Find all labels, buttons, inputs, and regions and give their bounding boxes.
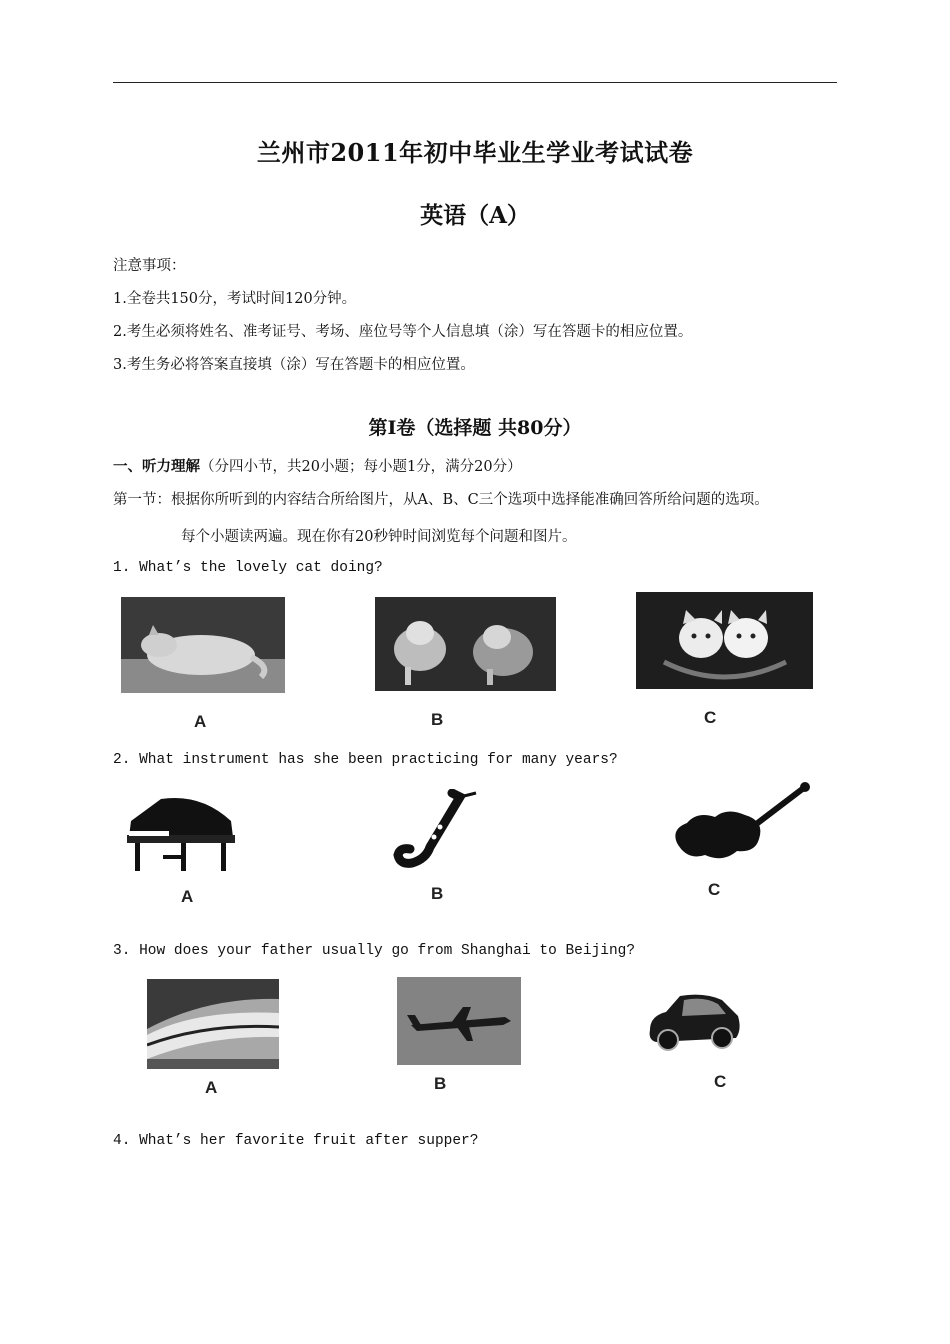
question-2-text: 2. What instrument has she been practicing for many years? <box>113 752 618 768</box>
question-3-text: 3. How does your father usually go from Shanghai to Beijing? <box>113 943 636 959</box>
car-icon <box>644 986 744 1054</box>
instruction-line: 每个小题读两遍。现在你有20秒钟时间浏览每个问题和图片。 <box>181 529 577 545</box>
note-item: 3.考生务必将答案直接填（涂）写在答题卡的相应位置。 <box>113 357 475 373</box>
exam-title: 兰州市2011年初中毕业生学业考试试卷 <box>256 138 694 167</box>
exam-subtitle: 英语（A） <box>420 202 530 229</box>
option-label: A <box>194 712 207 731</box>
two-cats-photo <box>636 592 813 689</box>
part-title: 第Ⅰ卷（选择题 共80分） <box>368 417 582 439</box>
notes-heading: 注意事项： <box>113 258 186 274</box>
violin-icon <box>667 781 812 865</box>
option-label: A <box>205 1078 218 1097</box>
note-item: 1.全卷共150分，考试时间120分钟。 <box>113 291 357 307</box>
question-1-text: 1. What’s the lovely cat doing? <box>113 560 383 576</box>
option-label: B <box>431 884 444 903</box>
sleeping-cat-photo <box>121 597 285 693</box>
section-note: （分四小节，共20小题；每小题1分，满分20分） <box>200 459 522 475</box>
option-label: C <box>714 1072 727 1091</box>
option-label: B <box>431 710 444 729</box>
top-rule <box>113 82 837 83</box>
option-label: C <box>708 880 721 899</box>
piano-icon <box>121 791 241 875</box>
dogs-photo <box>375 597 556 691</box>
option-label: C <box>704 708 717 727</box>
option-label: B <box>434 1074 447 1093</box>
train-photo <box>147 979 279 1069</box>
instruction-line: 第一节：根据你所听到的内容结合所给图片，从A、B、C三个选项中选择能准确回答所给问题的选项。 <box>113 492 769 508</box>
saxophone-icon <box>390 789 482 877</box>
section-label: 一、听力理解 <box>113 458 200 475</box>
option-label: A <box>181 887 194 906</box>
question-4-text: 4. What’s her favorite fruit after supper? <box>113 1133 479 1149</box>
section-heading <box>113 455 522 476</box>
plane-photo <box>397 977 521 1065</box>
note-item: 2.考生必须将姓名、准考证号、考场、座位号等个人信息填（涂）写在答题卡的相应位置。 <box>113 324 693 340</box>
